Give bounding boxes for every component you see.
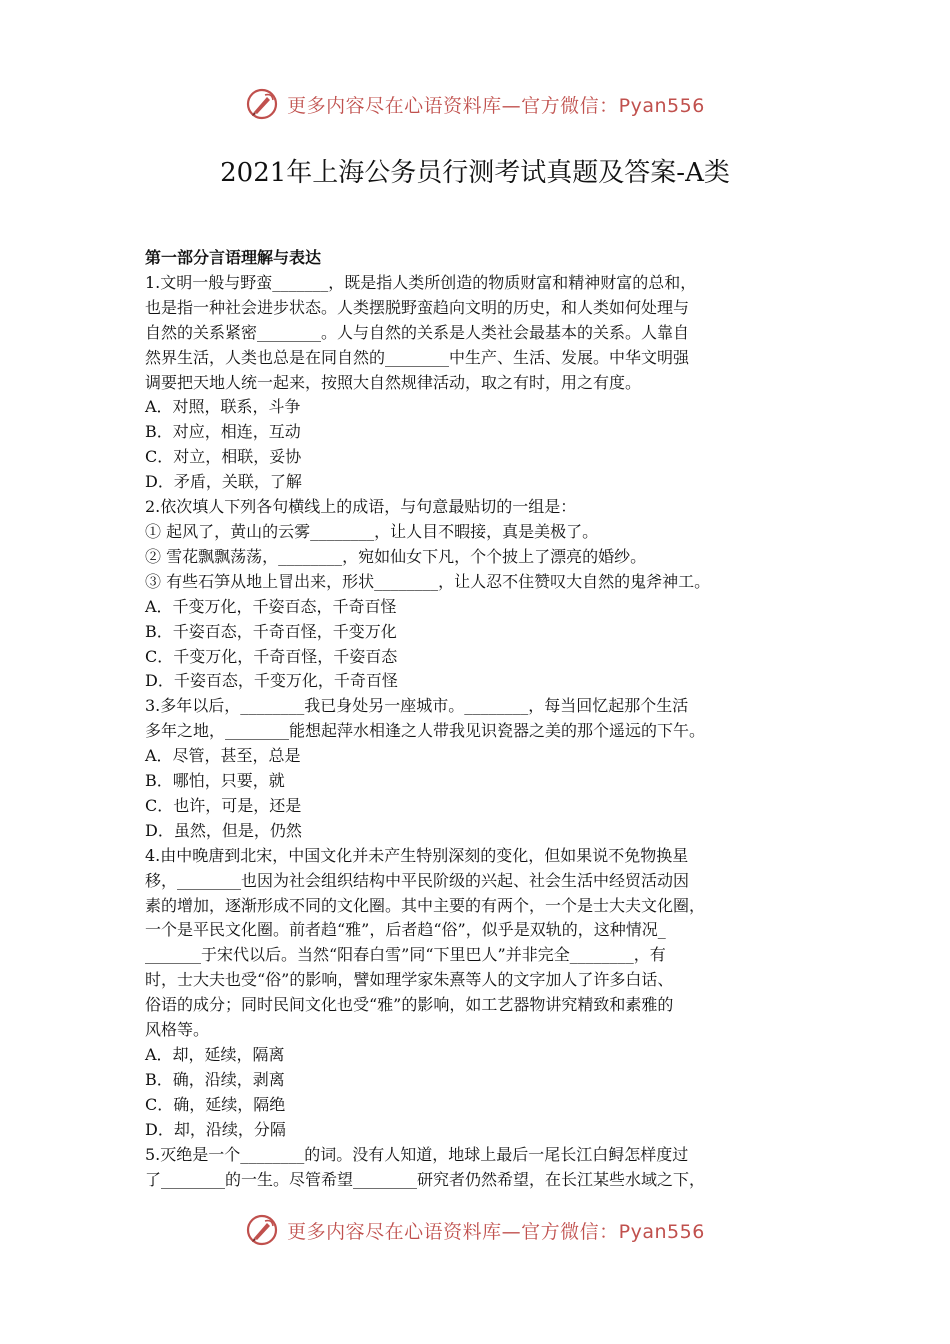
text-line: C．确，延续，隔绝 xyxy=(145,1094,286,1114)
banner-text: 更多内容尽在心语资料库—官方微信：Pyan556 xyxy=(287,94,705,117)
footer-banner xyxy=(0,1210,950,1250)
text-line: ① 起风了，黄山的云雾________，让人目不暇接，真是美极了。 xyxy=(145,521,599,541)
text-line: 1.文明一般与野蛮_______，既是指人类所创造的物质财富和精神财富的总和， xyxy=(145,272,697,292)
text-line: D．千姿百态，千变万化，千奇百怪 xyxy=(145,671,398,691)
text-line: 自然的关系紧密________。人与自然的关系是人类社会最基本的关系。人靠自 xyxy=(145,322,690,342)
text-line: 4.由中晚唐到北宋，中国文化并未产生特别深刻的变化，但如果说不免物换星 xyxy=(145,845,689,865)
text-line: 素的增加，逐渐形成不同的文化圈。其中主要的有两个，一个是士大夫文化圈， xyxy=(145,895,706,915)
text-line: 调要把天地人统一起来，按照大自然规律活动，取之有时，用之有度。 xyxy=(145,372,642,392)
pen-logo-icon xyxy=(245,1213,279,1247)
text-line: ② 雪花飘飘荡荡，________，宛如仙女下凡，个个披上了漂亮的婚纱。 xyxy=(145,546,647,566)
text-line: 俗语的成分；同时民间文化也受“雅”的影响，如工艺器物讲究精致和素雅的 xyxy=(145,995,674,1015)
text-line: _______于宋代以后。当然“阳春白雪”同“下里巴人”并非完全________，有 xyxy=(145,945,666,965)
text-line: B．确，沿续，剥离 xyxy=(145,1069,285,1089)
text-line: A．对照，联系，斗争 xyxy=(145,397,301,417)
text-line: ③ 有些石笋从地上冒出来，形状________，让人忍不住赞叹大自然的鬼斧神工。 xyxy=(145,571,711,591)
section-heading: 第一部分言语理解与表达 xyxy=(145,248,322,267)
header-banner xyxy=(0,84,950,124)
text-line: C．也许，可是，还是 xyxy=(145,795,302,815)
text-line: B．哪怕，只要，就 xyxy=(145,771,285,791)
text-line: D．虽然，但是，仍然 xyxy=(145,820,302,840)
text-line: 时，士大夫也受“俗”的影响，譬如理学家朱熹等人的文字加人了许多白话、 xyxy=(145,970,674,990)
text-line: D．却，沿续，分隔 xyxy=(145,1119,286,1139)
question-lines xyxy=(145,271,813,1193)
text-line: 3.多年以后，________我已身处另一座城市。________，每当回忆起那个生活 xyxy=(145,696,689,716)
text-line: D．矛盾，关联，了解 xyxy=(145,472,302,492)
pen-logo-icon xyxy=(245,87,279,121)
text-line: 一个是平民文化圈。前者趋“雅”，后者趋“俗”，似乎是双轨的，这种情况_ xyxy=(145,920,666,940)
text-line: 然界生活，人类也总是在同自然的________中生产、生活、发展。中华文明强 xyxy=(145,347,690,367)
text-line: C．千变万化，千奇百怪，千姿百态 xyxy=(145,646,398,666)
text-line: B．千姿百态，千奇百怪，千变万化 xyxy=(145,621,397,641)
page-title: 2021年上海公务员行测考试真题及答案-A类 xyxy=(220,158,730,188)
text-line: 了________的一生。尽管希望________研究者仍然希望，在长江某些水域之下， xyxy=(145,1169,706,1189)
text-line: B．对应，相连，互动 xyxy=(145,422,301,442)
text-line: 2.依次填人下列各句横线上的成语，与句意最贴切的一组是： xyxy=(145,497,577,517)
text-line: 多年之地，________能想起萍水相逢之人带我见识瓷器之美的那个遥远的下午。 xyxy=(145,721,706,741)
text-line: 也是指一种社会进步状态。人类摆脱野蛮趋向文明的历史，和人类如何处理与 xyxy=(145,297,690,317)
text-line: 5.灭绝是一个________的词。没有人知道，地球上最后一尾长江白鲟怎样度过 xyxy=(145,1144,689,1164)
text-line: C．对立，相联，妥协 xyxy=(145,447,302,467)
text-line: A．却，延续，隔离 xyxy=(145,1045,285,1064)
text-line: 移，________也因为社会组织结构中平民阶级的兴起、社会生活中经贸活动因 xyxy=(145,870,690,890)
document-body xyxy=(145,246,813,1192)
text-line: 风格等。 xyxy=(145,1020,210,1040)
text-line: A．千变万化，千姿百态，千奇百怪 xyxy=(145,596,397,616)
banner-text: 更多内容尽在心语资料库—官方微信：Pyan556 xyxy=(287,1220,705,1243)
text-line: A．尽管，甚至，总是 xyxy=(145,746,301,766)
